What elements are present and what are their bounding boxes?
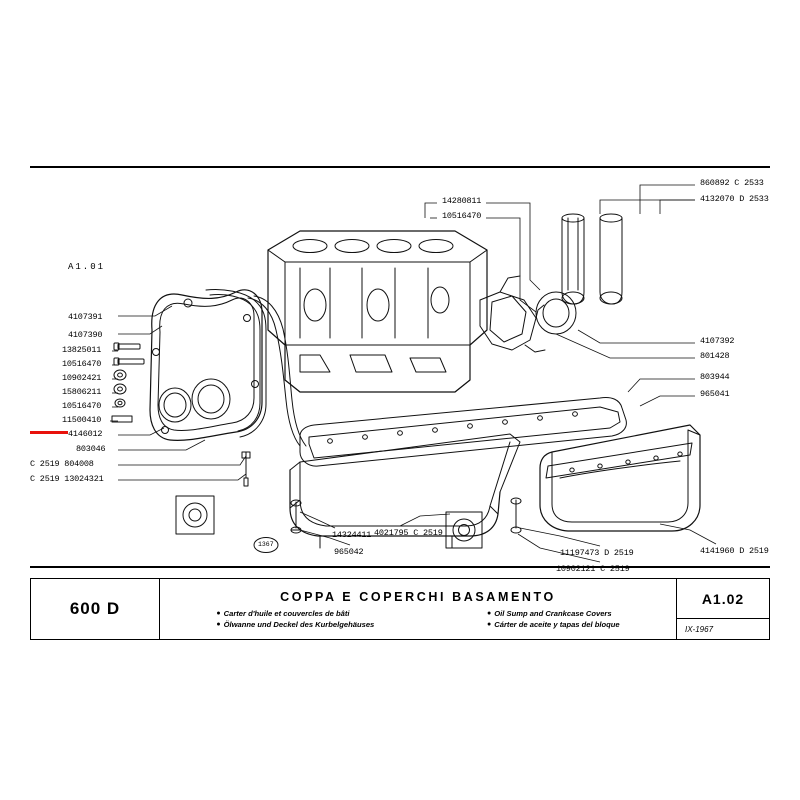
model-designation: 600 D (31, 579, 160, 639)
callout-801428: 801428 (700, 351, 730, 361)
title-block-center (160, 579, 676, 639)
callout-803944: 803944 (700, 372, 730, 382)
callout-10902421: 10902421 (62, 373, 102, 383)
callout-803046: 803046 (76, 444, 106, 454)
callout-15806211: 15806211 (62, 387, 102, 397)
subtitle-fr: ● Carter d'huile et couvercles de bâti (216, 608, 350, 618)
frame-bottom-rule (30, 566, 770, 568)
callout-4146012: 4146012 (68, 429, 103, 439)
callout-14324411: 14324411 (332, 530, 372, 540)
subtitle-es: ● Cárter de aceite y tapas del bloque (487, 620, 620, 629)
sheet-code: A1.02 (677, 579, 769, 619)
sheet-date: IX-1967 (685, 624, 714, 634)
callout-10516470-c: 10516470 (442, 211, 482, 221)
callout-10516470-b: 10516470 (62, 401, 102, 411)
callout-4132070: 4132070 D 2533 (700, 194, 769, 204)
callout-13024321: C 2519 13024321 (30, 474, 104, 484)
subtitle-en: ● Oil Sump and Crankcase Covers (487, 608, 612, 618)
title-block-right (676, 579, 769, 639)
callout-965042: 965042 (334, 547, 364, 557)
callout-4107392: 4107392 (700, 336, 735, 346)
callout-965041: 965041 (700, 389, 730, 399)
subtitles-right (487, 608, 620, 630)
callout-14280811: 14280811 (442, 196, 482, 206)
bullet-icon: ● (216, 620, 221, 628)
bullet-icon: ● (487, 620, 492, 628)
frame-top-rule (30, 166, 770, 168)
sheet-subtitles (160, 608, 676, 630)
callout-4107391: 4107391 (68, 312, 103, 322)
highlight-bar (30, 431, 68, 434)
bullet-icon: ● (487, 609, 492, 617)
callout-11500410: 11500410 (62, 415, 102, 425)
callout-4141960: 4141960 D 2519 (700, 546, 769, 556)
sheet-title: COPPA E COPERCHI BASAMENTO (280, 589, 556, 604)
callout-860892: 860892 C 2533 (700, 178, 764, 188)
callout-804008: C 2519 804008 (30, 459, 94, 469)
callout-4021795: 4021795 C 2519 (374, 528, 443, 538)
callout-13825011: 13825011 (62, 345, 102, 355)
callout-10516470-a: 10516470 (62, 359, 102, 369)
title-block (30, 578, 770, 640)
subtitles-left (216, 608, 374, 630)
callout-10902121: 10902121 C 2519 (556, 564, 630, 574)
callout-4107390: 4107390 (68, 330, 103, 340)
callout-index-1367: 1367 (258, 541, 274, 548)
callout-11197473: 11197473 D 2519 (560, 548, 634, 558)
section-label-a101: A1.01 (68, 262, 106, 272)
subtitle-de: ● Ölwanne und Deckel des Kurbelgehäuses (216, 620, 375, 629)
bullet-icon: ● (216, 609, 221, 617)
